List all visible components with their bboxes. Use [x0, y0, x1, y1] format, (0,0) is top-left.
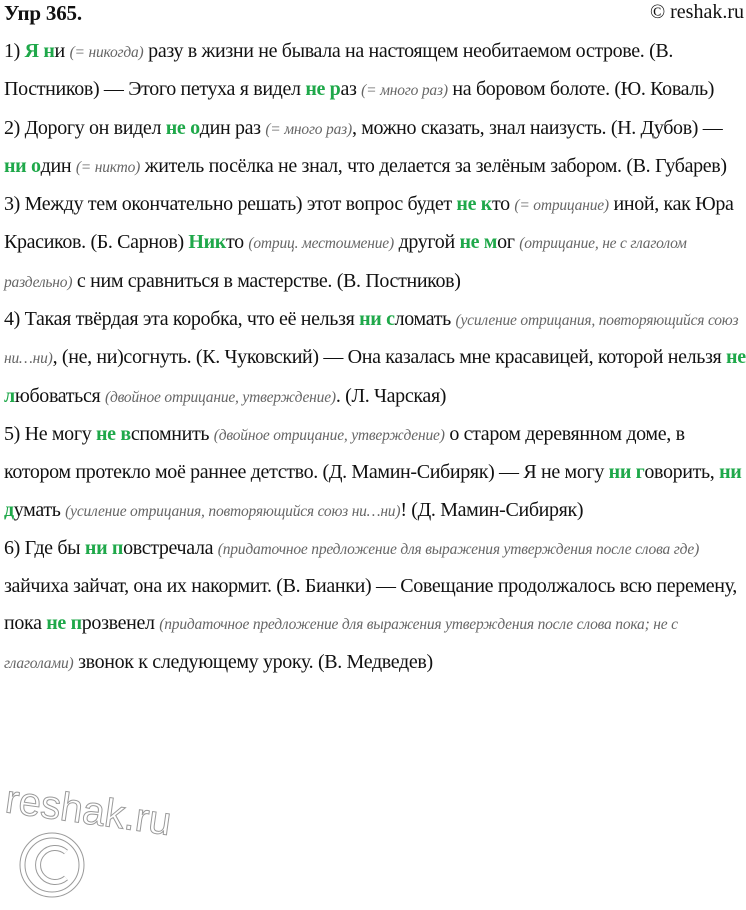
watermark-text: reshak.ru: [2, 777, 174, 845]
watermark-reshak-logo: [0, 770, 180, 910]
body-text: 4) Такая твёрдая эта коробка, что её нельзя: [4, 308, 360, 331]
highlighted-particle: не л: [4, 346, 746, 407]
highlighted-particle: ни д: [4, 461, 742, 521]
body-text: то: [225, 231, 249, 254]
body-text: иной, как Юра Красиков. (Б. Сарнов): [4, 193, 734, 254]
highlighted-particle: ни г: [608, 461, 645, 484]
exercise-content: [4, 33, 746, 682]
body-text: 1): [4, 40, 25, 62]
annotation-note: (отрицание, не с глаголом раздельно): [4, 235, 687, 291]
body-text: умать: [13, 498, 66, 521]
annotation-note: (придаточное предложение для выражения утверждения после слова где): [217, 540, 700, 558]
exercise-item-1: [4, 33, 746, 110]
body-text: другой: [393, 231, 460, 254]
exercise-item-5: [4, 416, 746, 530]
body-text: с ним сравниться в мастерстве. (В. Постников): [72, 269, 461, 292]
highlighted-particle: Я н: [24, 40, 55, 62]
annotation-note: (двойное отрицание, утверждение): [213, 426, 445, 444]
body-text: разу в жизни не бывала на настоящем необитаемом острове. (В. Постников) — Этого петуха я видел: [4, 40, 674, 101]
exercise-item-6: [4, 530, 746, 682]
body-text: ломать: [394, 308, 456, 331]
body-text: ! (Д. Мамин-Сибиряк): [400, 498, 584, 521]
highlighted-particle: не в: [96, 422, 131, 445]
highlighted-particle: Ник: [188, 231, 226, 254]
body-text: ог: [497, 231, 520, 254]
highlighted-particle: ни о: [4, 154, 41, 177]
body-text: 2) Дорогу он видел: [4, 116, 166, 139]
body-text: , можно сказать, знал наизусть. (Н. Дубов) —: [351, 116, 723, 139]
annotation-note: (= никогда): [69, 44, 144, 61]
body-text: дин: [40, 154, 76, 177]
annotation-note: (усиление отрицания, повторяющийся союз ни…ни): [4, 312, 739, 368]
exercise-item-3: [4, 186, 746, 301]
body-text: . (Л. Чарская): [335, 384, 447, 407]
highlighted-particle: ни с: [359, 308, 395, 331]
body-text: то: [491, 193, 515, 216]
body-text: розвенел: [81, 612, 160, 635]
body-text: житель посёлка не знал, что делается за зелёным забором. (В. Губарев): [140, 154, 727, 177]
annotation-note: (усиление отрицания, повторяющийся союз ни…ни): [65, 502, 401, 520]
body-text: спомнить: [130, 422, 214, 445]
highlighted-particle: не м: [459, 231, 498, 254]
highlighted-particle: не п: [46, 612, 82, 635]
annotation-note: (= много раз): [265, 120, 352, 138]
body-text: 3) Между тем окончательно решать) этот вопрос будет: [4, 193, 457, 216]
annotation-note: (= никто): [75, 158, 141, 176]
annotation-note: (двойное отрицание, утверждение): [104, 388, 336, 406]
body-text: зайчиха зайчат, она их накормит. (В. Бианки) — Совещание продолжалось всю перемену, пока: [4, 575, 737, 635]
body-text: , (не, ни)согнуть. (К. Чуковский) — Она казалась мне красавицей, которой нельзя: [52, 346, 727, 369]
copyright-label: © reshak.ru: [649, 1, 744, 23]
highlighted-particle: не р: [305, 78, 341, 101]
page-header: [0, 0, 746, 30]
body-text: дин раз: [199, 116, 266, 139]
body-text: 5) Не могу: [4, 422, 96, 445]
highlighted-particle: не о: [165, 116, 200, 139]
body-text: оворить,: [644, 461, 720, 484]
body-text: овстречала: [123, 536, 218, 559]
annotation-note: (= много раз): [361, 82, 448, 100]
highlighted-particle: ни п: [84, 536, 124, 559]
body-text: юбоваться: [14, 384, 105, 407]
body-text: аз: [340, 78, 362, 101]
body-text: на боровом болоте. (Ю. Коваль): [447, 78, 715, 101]
annotation-note: (= отрицание): [514, 197, 609, 215]
exercise-title: Упр 365.: [4, 1, 82, 25]
body-text: и: [54, 40, 70, 62]
body-text: о старом деревянном доме, в котором протекло моё раннее детство. (Д. Мамин-Сибиряк) — Я не могу: [4, 422, 685, 484]
highlighted-particle: не к: [456, 193, 492, 216]
exercise-item-2: [4, 110, 746, 187]
exercise-item-4: [4, 301, 746, 416]
body-text: 6) Где бы: [4, 536, 85, 559]
annotation-note: (придаточное предложение для выражения утверждения после слова пока; не с глаголами): [4, 616, 678, 672]
annotation-note: (отриц. местоимение): [248, 235, 394, 253]
body-text: звонок к следующему уроку. (В. Медведев): [73, 650, 433, 673]
